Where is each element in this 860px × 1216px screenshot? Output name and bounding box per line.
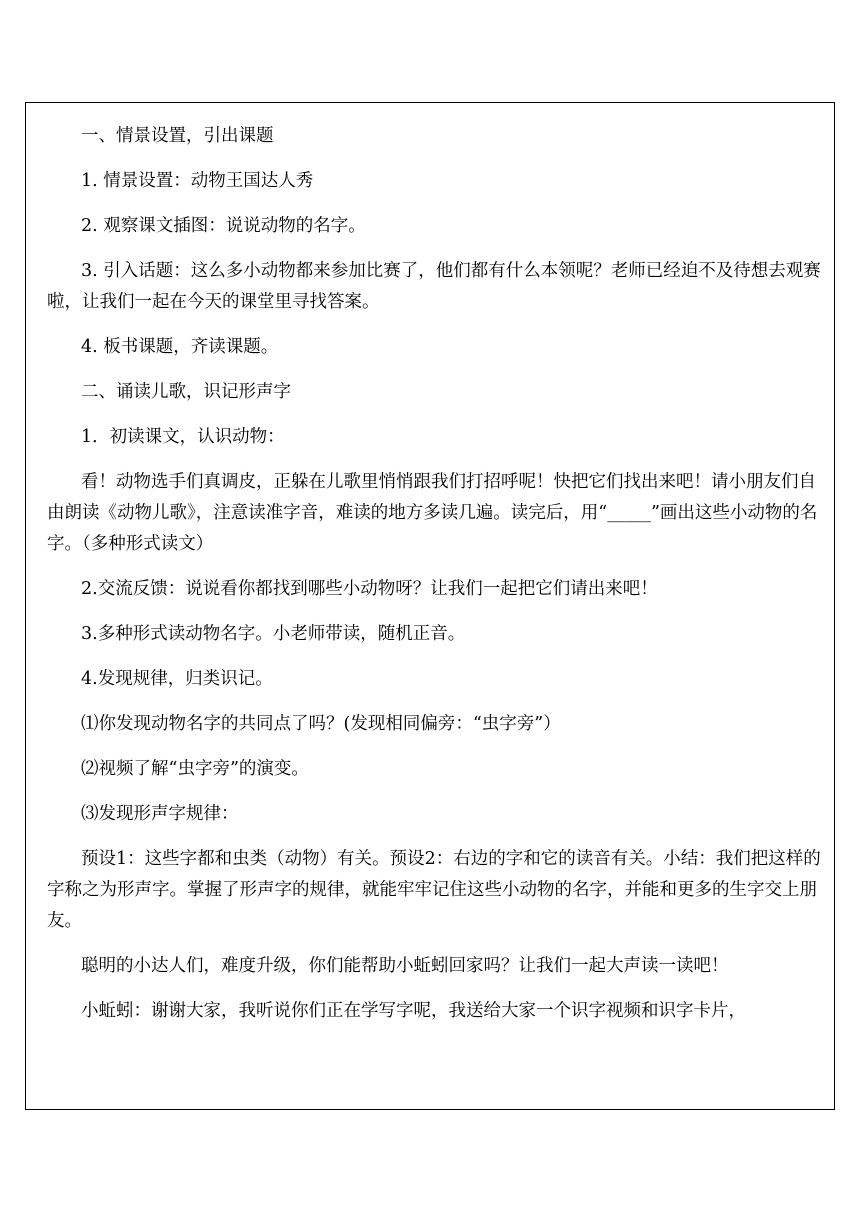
step-2-1: 1．初读课文，认识动物：: [81, 427, 285, 447]
lesson-plan-content: [47, 121, 833, 1041]
section-heading-2: 二、诵读儿歌，识记形声字: [81, 382, 291, 402]
step-1-2: 2. 观察课文插图：说说动物的名字。: [81, 216, 366, 236]
step-1-4: 4. 板书课题，齐读课题。: [81, 337, 279, 357]
paragraph-preset-summary: 预设1：这些字都和虫类（动物）有关。预设2：右边的字和它的读音有关。小结：我们把这样的字称之为形声字。掌握了形声字的规律，就能牢牢记住这些小动物的名字，并能和更多的生字交上朋友。: [47, 849, 821, 931]
step-1-1: 1. 情景设置：动物王国达人秀: [81, 171, 314, 191]
step-2-4: 4.发现规律，归类识记。: [81, 669, 273, 689]
sub-step-3: ⑶发现形声字规律：: [81, 804, 239, 824]
paragraph-earthworm: 小蚯蚓：谢谢大家，我听说你们正在学写字呢，我送给大家一个识字视频和识字卡片，: [81, 1001, 746, 1021]
lesson-plan-frame: [25, 102, 835, 1110]
paragraph-difficulty-up: 聪明的小达人们，难度升级，你们能帮助小蚯蚓回家吗？让我们一起大声读一读吧！: [81, 956, 729, 976]
sub-step-1: ⑴你发现动物名字的共同点了吗？(发现相同偏旁：“虫字旁”）: [81, 714, 561, 734]
paragraph-read-aloud: 看！动物选手们真调皮，正躲在儿歌里悄悄跟我们打招呼呢！快把它们找出来吧！请小朋友们自由朗读《动物儿歌》，注意读准字音，难读的地方多读几遍。读完后，用“_____”画出这些小动物的名字。（多种形式读文）: [47, 472, 818, 554]
step-2-2: 2.交流反馈：说说看你都找到哪些小动物呀？让我们一起把它们请出来吧！: [81, 579, 658, 599]
step-2-3: 3.多种形式读动物名字。小老师带读，随机正音。: [81, 624, 466, 644]
sub-step-2: ⑵视频了解“虫字旁”的演变。: [81, 759, 309, 779]
step-1-3: 3. 引入话题：这么多小动物都来参加比赛了，他们都有什么本领呢？老师已经迫不及待想去观赛啦，让我们一起在今天的课堂里寻找答案。: [47, 261, 821, 312]
section-heading-1: 一、情景设置，引出课题: [81, 126, 274, 146]
